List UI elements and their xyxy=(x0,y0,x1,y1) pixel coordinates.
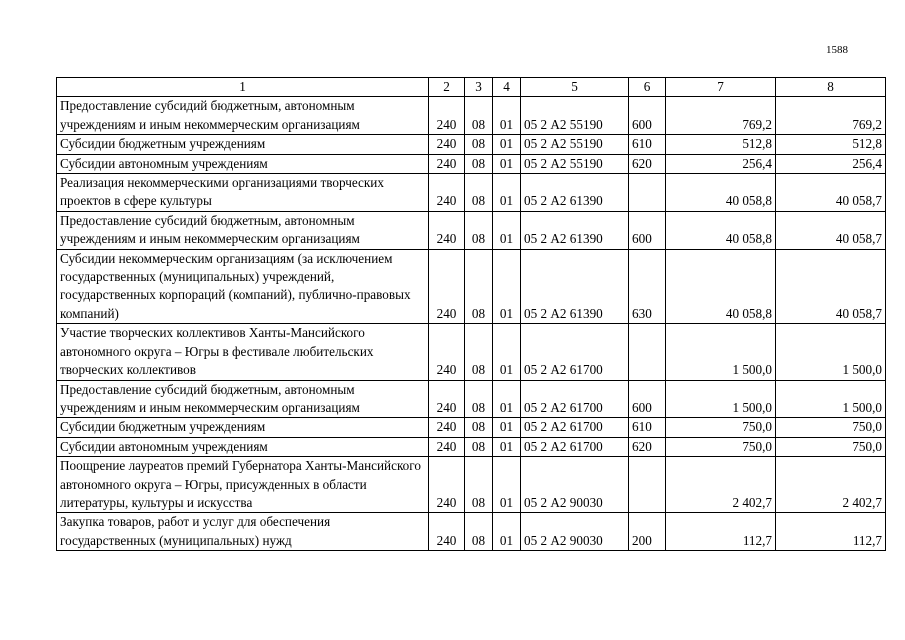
row-subsection: 01 xyxy=(493,513,521,551)
row-target-article: 05 2 А2 90030 xyxy=(521,457,629,513)
row-code: 240 xyxy=(429,154,465,173)
row-subsection: 01 xyxy=(493,174,521,212)
row-code: 240 xyxy=(429,380,465,418)
row-target-article: 05 2 А2 55190 xyxy=(521,135,629,154)
row-section: 08 xyxy=(465,324,493,380)
table-row xyxy=(57,97,886,135)
row-amount-1: 750,0 xyxy=(666,437,776,456)
row-amount-2: 769,2 xyxy=(776,97,886,135)
column-header: 3 xyxy=(465,78,493,97)
row-code: 240 xyxy=(429,249,465,324)
row-expense-type: 620 xyxy=(629,437,666,456)
row-subsection: 01 xyxy=(493,457,521,513)
row-amount-1: 750,0 xyxy=(666,418,776,437)
table-row xyxy=(57,380,886,418)
budget-table xyxy=(56,77,886,551)
table-row xyxy=(57,324,886,380)
row-target-article: 05 2 А2 61700 xyxy=(521,380,629,418)
row-section: 08 xyxy=(465,380,493,418)
row-section: 08 xyxy=(465,513,493,551)
row-target-article: 05 2 А2 61700 xyxy=(521,418,629,437)
row-target-article: 05 2 А2 61390 xyxy=(521,174,629,212)
table-row xyxy=(57,135,886,154)
row-code: 240 xyxy=(429,135,465,154)
table-row xyxy=(57,211,886,249)
row-section: 08 xyxy=(465,97,493,135)
row-code: 240 xyxy=(429,324,465,380)
row-subsection: 01 xyxy=(493,418,521,437)
row-amount-2: 2 402,7 xyxy=(776,457,886,513)
row-section: 08 xyxy=(465,418,493,437)
column-header: 5 xyxy=(521,78,629,97)
row-expense-type: 610 xyxy=(629,418,666,437)
row-subsection: 01 xyxy=(493,135,521,154)
row-target-article: 05 2 А2 61390 xyxy=(521,211,629,249)
row-amount-2: 1 500,0 xyxy=(776,380,886,418)
row-name: Субсидии бюджетным учреждениям xyxy=(57,418,429,437)
row-target-article: 05 2 А2 61390 xyxy=(521,249,629,324)
row-target-article: 05 2 А2 55190 xyxy=(521,154,629,173)
row-target-article: 05 2 А2 61700 xyxy=(521,437,629,456)
column-header: 7 xyxy=(666,78,776,97)
row-expense-type xyxy=(629,457,666,513)
row-expense-type xyxy=(629,324,666,380)
row-expense-type: 600 xyxy=(629,380,666,418)
row-section: 08 xyxy=(465,135,493,154)
row-name: Предоставление субсидий бюджетным, автономным учреждениям и иным некоммерческим организациям xyxy=(57,211,429,249)
row-subsection: 01 xyxy=(493,211,521,249)
header-row xyxy=(57,78,886,97)
row-amount-2: 1 500,0 xyxy=(776,324,886,380)
row-target-article: 05 2 А2 55190 xyxy=(521,97,629,135)
row-expense-type: 620 xyxy=(629,154,666,173)
row-name: Участие творческих коллективов Ханты-Мансийского автономного округа – Югры в фестивале любительских творческих коллективов xyxy=(57,324,429,380)
row-target-article: 05 2 А2 61700 xyxy=(521,324,629,380)
row-name: Предоставление субсидий бюджетным, автономным учреждениям и иным некоммерческим организациям xyxy=(57,97,429,135)
row-expense-type: 610 xyxy=(629,135,666,154)
table-row xyxy=(57,174,886,212)
row-amount-1: 1 500,0 xyxy=(666,324,776,380)
column-header: 8 xyxy=(776,78,886,97)
column-header: 2 xyxy=(429,78,465,97)
row-name: Субсидии некоммерческим организациям (за исключением государственных (муниципальных) учреждений, государственных корпораций (компаний), публично-правовых компаний) xyxy=(57,249,429,324)
row-amount-2: 40 058,7 xyxy=(776,211,886,249)
row-amount-1: 1 500,0 xyxy=(666,380,776,418)
row-name: Субсидии автономным учреждениям xyxy=(57,154,429,173)
row-section: 08 xyxy=(465,211,493,249)
row-expense-type: 600 xyxy=(629,211,666,249)
row-expense-type: 630 xyxy=(629,249,666,324)
table-body xyxy=(57,97,886,551)
row-subsection: 01 xyxy=(493,249,521,324)
row-amount-2: 40 058,7 xyxy=(776,249,886,324)
row-name: Реализация некоммерческими организациями творческих проектов в сфере культуры xyxy=(57,174,429,212)
row-target-article: 05 2 А2 90030 xyxy=(521,513,629,551)
row-amount-1: 769,2 xyxy=(666,97,776,135)
row-name: Субсидии бюджетным учреждениям xyxy=(57,135,429,154)
row-amount-1: 40 058,8 xyxy=(666,249,776,324)
row-amount-1: 40 058,8 xyxy=(666,174,776,212)
row-subsection: 01 xyxy=(493,154,521,173)
table-row xyxy=(57,154,886,173)
row-name: Закупка товаров, работ и услуг для обеспечения государственных (муниципальных) нужд xyxy=(57,513,429,551)
row-subsection: 01 xyxy=(493,324,521,380)
row-code: 240 xyxy=(429,211,465,249)
row-subsection: 01 xyxy=(493,97,521,135)
row-amount-2: 40 058,7 xyxy=(776,174,886,212)
row-expense-type: 200 xyxy=(629,513,666,551)
row-amount-2: 512,8 xyxy=(776,135,886,154)
table-row xyxy=(57,418,886,437)
table-row xyxy=(57,513,886,551)
row-amount-1: 256,4 xyxy=(666,154,776,173)
row-expense-type xyxy=(629,174,666,212)
column-header: 4 xyxy=(493,78,521,97)
row-code: 240 xyxy=(429,457,465,513)
row-amount-1: 512,8 xyxy=(666,135,776,154)
table-row xyxy=(57,457,886,513)
page-number: 1588 xyxy=(826,44,848,56)
row-amount-1: 2 402,7 xyxy=(666,457,776,513)
row-code: 240 xyxy=(429,437,465,456)
row-code: 240 xyxy=(429,174,465,212)
row-name: Субсидии автономным учреждениям xyxy=(57,437,429,456)
row-section: 08 xyxy=(465,249,493,324)
row-amount-2: 256,4 xyxy=(776,154,886,173)
row-section: 08 xyxy=(465,437,493,456)
row-name: Поощрение лауреатов премий Губернатора Ханты-Мансийского автономного округа – Югры, присужденных в области литературы, культуры и искусства xyxy=(57,457,429,513)
row-amount-2: 750,0 xyxy=(776,437,886,456)
row-amount-1: 40 058,8 xyxy=(666,211,776,249)
row-code: 240 xyxy=(429,97,465,135)
row-amount-2: 112,7 xyxy=(776,513,886,551)
table-row xyxy=(57,437,886,456)
column-header: 1 xyxy=(57,78,429,97)
row-section: 08 xyxy=(465,174,493,212)
row-name: Предоставление субсидий бюджетным, автономным учреждениям и иным некоммерческим организациям xyxy=(57,380,429,418)
row-code: 240 xyxy=(429,418,465,437)
row-subsection: 01 xyxy=(493,380,521,418)
row-expense-type: 600 xyxy=(629,97,666,135)
row-subsection: 01 xyxy=(493,437,521,456)
row-section: 08 xyxy=(465,457,493,513)
table-row xyxy=(57,249,886,324)
row-amount-1: 112,7 xyxy=(666,513,776,551)
row-amount-2: 750,0 xyxy=(776,418,886,437)
row-code: 240 xyxy=(429,513,465,551)
column-header: 6 xyxy=(629,78,666,97)
row-section: 08 xyxy=(465,154,493,173)
